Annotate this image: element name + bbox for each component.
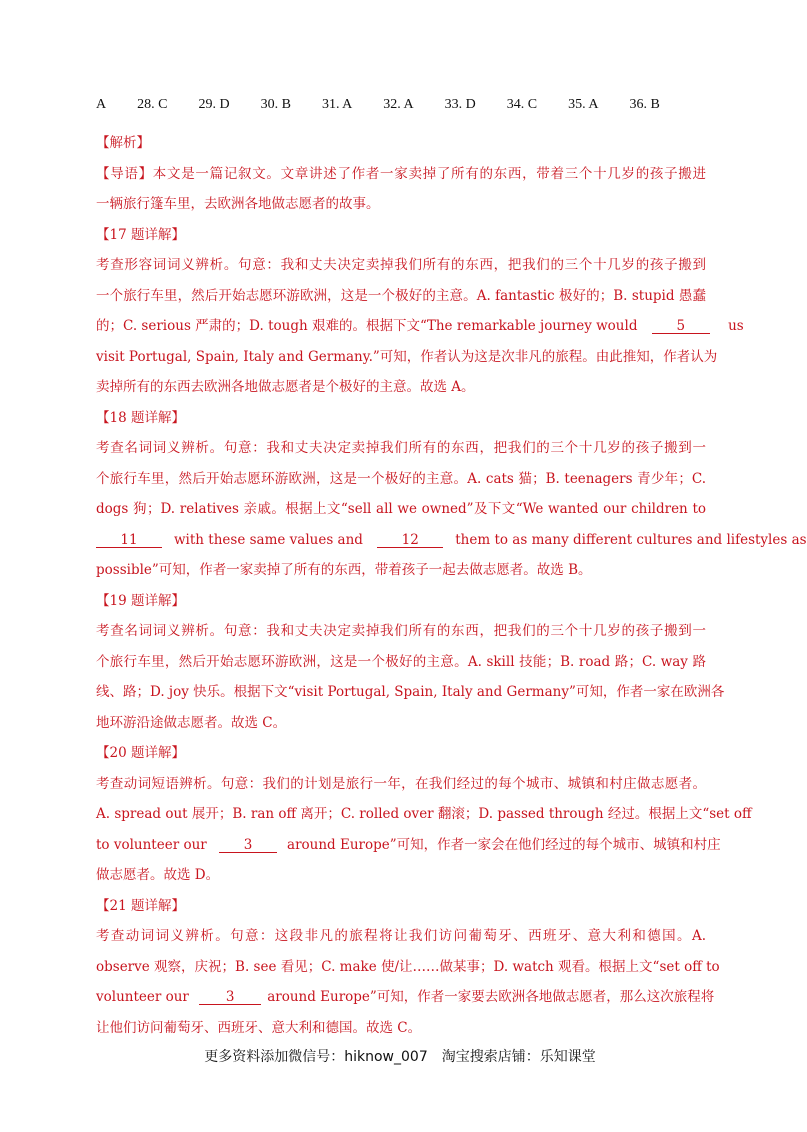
answer-item: 33. D — [444, 97, 476, 112]
q17-line: 一个旅行车里，然后开始志愿环游欧洲，这是一个极好的主意。A. fantastic 极好的；B. stupid 愚蠢 — [96, 287, 706, 304]
analysis-heading: 【解析】 — [96, 135, 150, 151]
page-footer: 更多资料添加微信号：hiknow_007 淘宝搜索店铺：乐知课堂 — [204, 1049, 596, 1065]
answer-item: 36. B — [629, 97, 660, 112]
q21-line: observe 观察，庆祝；B. see 看见；C. make 使/让……做某事；D. watch 观看。根据上文“set off to — [96, 958, 720, 975]
q21-heading: 【21 题详解】 — [96, 897, 185, 914]
q18-line: 考查名词词义辨析。句意：我和丈夫决定卖掉我们所有的东西，把我们的三个十几岁的孩子搬到一 — [96, 440, 706, 456]
q19-line: 线、路；D. joy 快乐。根据下文“visit Portugal, Spain, Italy and Germany”可知，作者一家在欧洲各 — [96, 684, 725, 700]
q18-line: 11 with these same values and 12 them to as many different cultures and lifestyles as — [96, 525, 706, 556]
q21-line: 让他们访问葡萄牙、西班牙、意大利和德国。故选 C。 — [96, 1019, 422, 1036]
q21-line: 考查动词词义辨析。句意：这段非凡的旅程将让我们访问葡萄牙、西班牙、意大利和德国。A. — [96, 928, 706, 944]
answer-item: A — [96, 97, 107, 112]
q20-line: to volunteer our 3 around Europe”可知，作者一家会在他们经过的每个城市、城镇和村庄 — [96, 836, 721, 853]
q19-heading: 【19 题详解】 — [96, 592, 185, 609]
q17-line: 卖掉所有的东西去欧洲各地做志愿者是个极好的主意。故选 A。 — [96, 379, 475, 395]
q19-line: 个旅行车里，然后开始志愿环游欧洲，这是一个极好的主意。A. skill 技能；B. road 路；C. way 路 — [96, 653, 706, 670]
q21-line: volunteer our 3 around Europe”可知，作者一家要去欧洲各地做志愿者，那么这次旅程将 — [96, 989, 715, 1005]
q17-line: visit Portugal, Spain, Italy and Germany.”可知，作者认为这是次非凡的旅程。由此推知，作者认为 — [96, 348, 718, 365]
q20-line: 考查动词短语辨析。句意：我们的计划是旅行一年，在我们经过的每个城市、城镇和村庄做志愿者。 — [96, 775, 706, 792]
answer-blank: 3 — [219, 838, 277, 853]
q20-heading: 【20 题详解】 — [96, 745, 185, 761]
answer-blank: 12 — [377, 533, 443, 548]
q18-heading: 【18 题详解】 — [96, 409, 185, 426]
answer-blank: 3 — [199, 990, 261, 1005]
guide-line: 一辆旅行篷车里，去欧洲各地做志愿者的故事。 — [96, 196, 380, 212]
q19-line: 考查名词词义辨析。句意：我和丈夫决定卖掉我们所有的东西，把我们的三个十几岁的孩子搬到一 — [96, 623, 706, 639]
q18-line: possible”可知，作者一家卖掉了所有的东西，带着孩子一起去做志愿者。故选 B。 — [96, 562, 592, 578]
q20-line: 做志愿者。故选 D。 — [96, 867, 220, 883]
answer-item: 29. D — [198, 97, 230, 112]
answer-item: 31. A — [321, 97, 353, 112]
q18-line: dogs 狗；D. relatives 亲戚。根据上文“sell all we owned”及下文“We wanted our children to — [96, 501, 706, 517]
answer-key-row — [96, 97, 691, 113]
guide-line: 【导语】本文是一篇记叙文。文章讲述了作者一家卖掉了所有的东西，带着三个十几岁的孩子搬进 — [96, 165, 706, 182]
q18-line: 个旅行车里，然后开始志愿环游欧洲，这是一个极好的主意。A. cats 猫；B. teenagers 青少年；C. — [96, 470, 706, 487]
q17-heading: 【17 题详解】 — [96, 226, 185, 243]
answer-blank: 11 — [96, 533, 162, 548]
answer-item: 32. A — [383, 97, 414, 112]
answer-item: 35. A — [568, 97, 599, 112]
q17-line: 的；C. serious 严肃的；D. tough 艰难的。根据下文“The remarkable journey would 5 us — [96, 318, 744, 334]
q20-line: A. spread out 展开；B. ran off 离开；C. rolled over 翻滚；D. passed through 经过。根据上文“set off — [96, 806, 752, 822]
answer-item: 30. B — [260, 97, 291, 112]
q19-line: 地环游沿途做志愿者。故选 C。 — [96, 714, 287, 731]
answer-item: 28. C — [137, 97, 168, 112]
q17-line: 考查形容词词义辨析。句意：我和丈夫决定卖掉我们所有的东西，把我们的三个十几岁的孩子搬到 — [96, 257, 706, 273]
answer-blank: 5 — [652, 319, 710, 334]
answer-item: 34. C — [506, 97, 538, 112]
analysis-content — [96, 128, 807, 1043]
